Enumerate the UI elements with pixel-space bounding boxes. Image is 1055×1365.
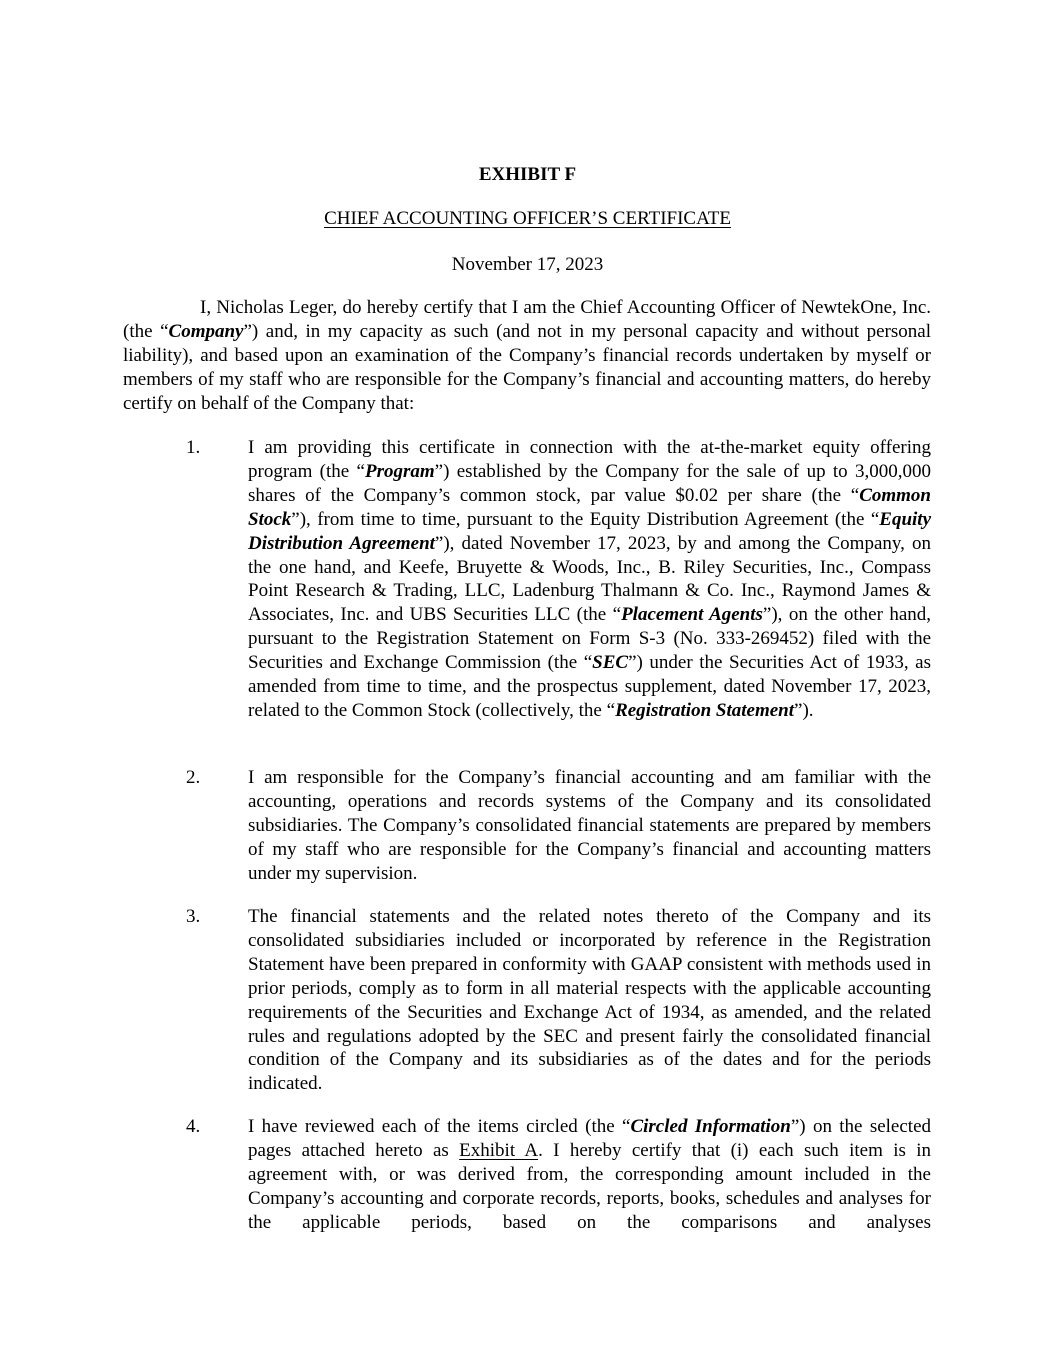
intro-paragraph [123, 296, 931, 416]
item-text: The financial statements and the related notes thereto of the Company and its consolidated subsidiaries included or incorporated by reference in the Registration Statement have been prepared in conformity with GAAP consistent with methods used in prior periods, comply as to form in all material respects with the applicable accounting requirements of the Securities and Exchange Act of 1934, as amended, and the related rules and regulations adopted by the SEC and present fairly the consolidated financial condition of the Company and its subsidiaries as of the dates and for the periods indicated. [248, 906, 931, 1095]
defined-term-sec: SEC [592, 652, 629, 674]
numbered-item-2 [123, 766, 931, 886]
item-number: 3. [186, 906, 201, 927]
defined-term-equity-distribution-agreement: Equity Distribution Agreement [248, 508, 931, 554]
item-text-segment: ”), dated November 17, 2023, by and among the Company, on the one hand, and Keefe, Bruyette & Woods, Inc., B. Riley Securities, Inc., Compass Point Research & Trading, LLC, Ladenburg Thalmann & Co. Inc., Raymond James & Associates, Inc. and UBS Securities LLC (the “ [248, 532, 931, 626]
item-number: 4. [186, 1116, 201, 1137]
defined-term-registration-statement: Registration Statement [615, 699, 795, 721]
item-text-segment: ”) established by the Company for the sale of up to 3,000,000 shares of the Company’s common stock, par value $0.02 per share (the “ [248, 460, 931, 506]
certificate-date: November 17, 2023 [451, 254, 604, 275]
item-text-segment: ”) under the Securities Act of 1933, as amended from time to time, and the prospectus supplement, dated November 17, 2023, related to the Common Stock (collectively, the “ [248, 652, 931, 721]
defined-term-common-stock: Common Stock [248, 484, 931, 530]
item-text [248, 436, 931, 723]
item-text [248, 1115, 931, 1235]
intro-text-2: ”) and, in my capacity as such (and not in my personal capacity and without personal liability), and based upon an examination of the Company’s financial records undertaken by myself or members of my staff who are responsible for the Company’s financial and accounting matters, do hereby certify on behalf of the Company that: [123, 320, 931, 414]
item-number: 2. [186, 767, 201, 788]
numbered-item-4 [123, 1115, 931, 1235]
item-text-segment: ”), from time to time, pursuant to the Equity Distribution Agreement (the “ [291, 508, 880, 530]
defined-term-placement-agents: Placement Agents [621, 604, 763, 626]
defined-term-circled-information: Circled Information [630, 1116, 791, 1137]
defined-term-program: Program [364, 460, 435, 482]
item-text-segment: ”). [794, 699, 814, 721]
item-text-segment: ”), on the other hand, pursuant to the Registration Statement on Form S-3 (No. 333-269452) filed with the Securities and Exchange Commission (the “ [248, 604, 931, 674]
certificate-title-text: CHIEF ACCOUNTING OFFICER’S CERTIFICATE [324, 208, 731, 229]
item-text-segment: I am providing this certificate in connection with the at-the-market equity offering program (the “ [248, 437, 931, 482]
intro-text-1: I, Nicholas Leger, do hereby certify that I am the Chief Accounting Officer of NewtekOne, Inc. (the “ [123, 297, 931, 342]
exhibit-a-reference: Exhibit A [459, 1139, 539, 1161]
item-text-segment: . I hereby certify that (i) each such item is in agreement with, or was derived from, the corresponding amount included in the Company’s accounting and corporate records, reports, books, schedules and analyses for the applicable periods, based on the comparisons and analyses [248, 1139, 931, 1233]
item-text-segment: ”) on the selected pages attached hereto as [248, 1116, 932, 1161]
defined-term-company: Company [168, 320, 244, 342]
item-number: 1. [186, 437, 201, 458]
item-text: I am responsible for the Company’s financial accounting and am familiar with the accounting, operations and records systems of the Company and its consolidated subsidiaries. The Company’s consolidated financial statements are prepared by members of my staff who are responsible for the Company’s financial and accounting matters under my supervision. [248, 767, 931, 884]
item-text-segment: I have reviewed each of the items circled (the “ [248, 1116, 631, 1137]
numbered-item-1 [123, 436, 931, 723]
exhibit-title: EXHIBIT F [478, 164, 577, 185]
certificate-title [0, 207, 1055, 231]
numbered-item-3 [123, 905, 931, 1096]
